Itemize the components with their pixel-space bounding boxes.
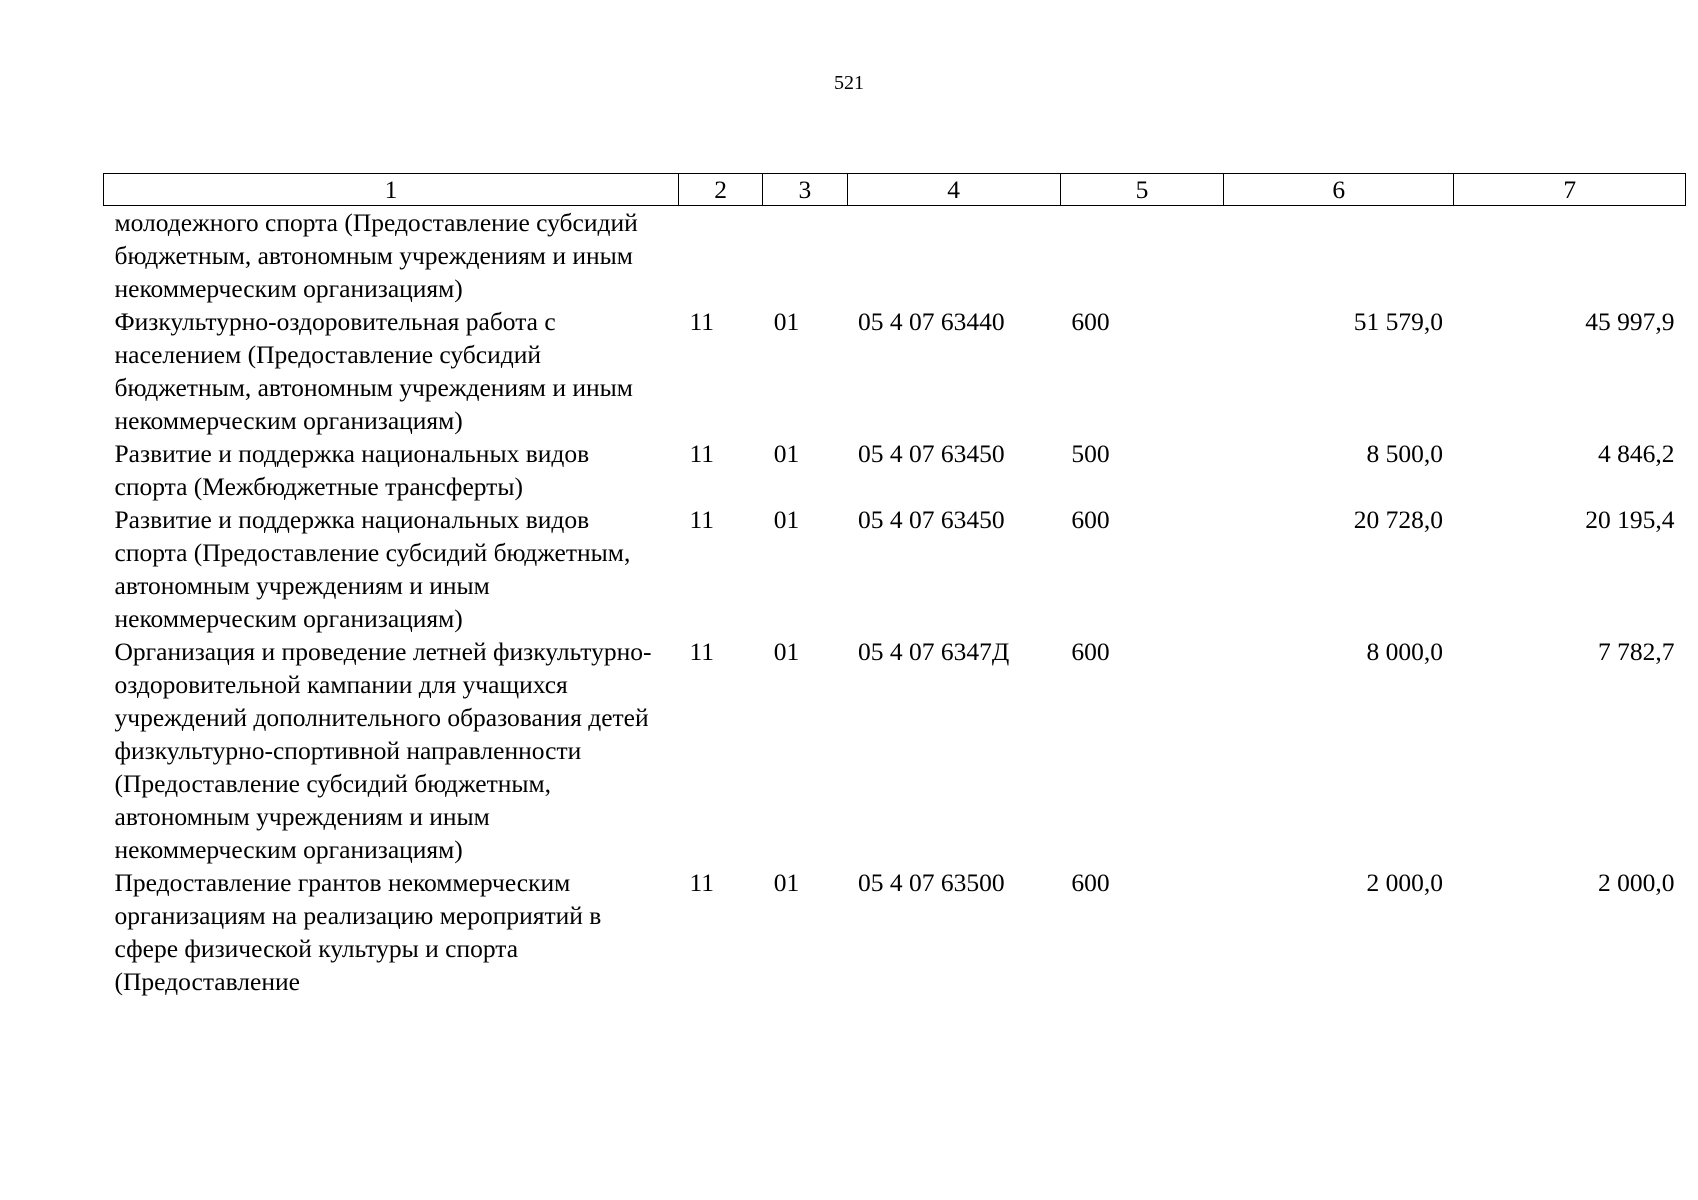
row-target-code: 05 4 07 63450 [858, 505, 1005, 534]
row-actual-amount: 45 997,9 [1585, 307, 1675, 336]
column-header-2: 2 [678, 174, 762, 206]
column-header-6: 6 [1224, 174, 1454, 206]
row-target-code: 05 4 07 63450 [858, 439, 1005, 468]
table-row [104, 503, 1686, 635]
row-section [678, 206, 762, 306]
row-target-code: 05 4 07 63500 [858, 868, 1005, 897]
row-description: Физкультурно-оздоровительная работа с населением (Предоставление субсидий бюджетным, автономным учреждениям и иным некоммерческим организациям) [114, 307, 633, 435]
row-planned-amount: 51 579,0 [1353, 307, 1443, 336]
row-target-code: 05 4 07 6347Д [858, 637, 1010, 666]
row-planned-amount: 20 728,0 [1353, 505, 1443, 534]
column-header-row [104, 174, 1686, 206]
budget-table [103, 173, 1686, 998]
row-subsection [763, 206, 847, 306]
row-description: Организация и проведение летней физкультурно-оздоровительной кампании для учащихся учреждений дополнительного образования детей физкультурно-спортивной направленности (Предоставление субсидий бюджетным, автономным учреждениям и иным некоммерческим организациям) [114, 637, 652, 864]
row-expense-type: 600 [1071, 868, 1110, 897]
row-expense-type: 600 [1071, 637, 1110, 666]
row-planned-amount: 8 500,0 [1366, 439, 1443, 468]
page-number: 521 [834, 72, 864, 94]
table-row [104, 206, 1686, 306]
table-row [104, 305, 1686, 437]
row-section: 11 [689, 307, 715, 336]
row-expense-type: 500 [1071, 439, 1110, 468]
column-header-5: 5 [1060, 174, 1223, 206]
column-header-4: 4 [847, 174, 1060, 206]
row-section: 11 [689, 505, 715, 534]
row-expense-type: 600 [1071, 307, 1110, 336]
column-header-1: 1 [104, 174, 679, 206]
row-section: 11 [689, 439, 715, 468]
row-section: 11 [689, 868, 715, 897]
row-description: Развитие и поддержка национальных видов спорта (Межбюджетные трансферты) [114, 439, 590, 501]
row-planned-amount: 8 000,0 [1366, 637, 1443, 666]
row-actual-amount: 20 195,4 [1585, 505, 1675, 534]
row-actual-amount: 4 846,2 [1598, 439, 1675, 468]
column-header-7: 7 [1454, 174, 1686, 206]
row-target-code [847, 206, 1060, 306]
column-header-3: 3 [763, 174, 847, 206]
row-subsection: 01 [773, 307, 800, 336]
row-expense-type: 600 [1071, 505, 1110, 534]
row-section: 11 [689, 637, 715, 666]
row-subsection: 01 [773, 868, 800, 897]
row-description: Предоставление грантов некоммерческим организациям на реализацию мероприятий в сфере физической культуры и спорта (Предоставление [114, 868, 602, 996]
row-planned-amount: 2 000,0 [1366, 868, 1443, 897]
row-actual-amount: 7 782,7 [1598, 637, 1675, 666]
row-subsection: 01 [773, 439, 800, 468]
row-actual-amount: 2 000,0 [1598, 868, 1675, 897]
row-expense-type [1060, 206, 1223, 306]
row-planned-amount [1224, 206, 1454, 306]
table-row [104, 437, 1686, 503]
row-description: молодежного спорта (Предоставление субсидий бюджетным, автономным учреждениям и иным некоммерческим организациям) [114, 208, 638, 303]
row-subsection: 01 [773, 637, 800, 666]
row-actual-amount [1454, 206, 1686, 306]
table-row [104, 866, 1686, 998]
table-row [104, 635, 1686, 866]
row-subsection: 01 [773, 505, 800, 534]
row-target-code: 05 4 07 63440 [858, 307, 1005, 336]
row-description: Развитие и поддержка национальных видов спорта (Предоставление субсидий бюджетным, автономным учреждениям и иным некоммерческим организациям) [114, 505, 631, 633]
